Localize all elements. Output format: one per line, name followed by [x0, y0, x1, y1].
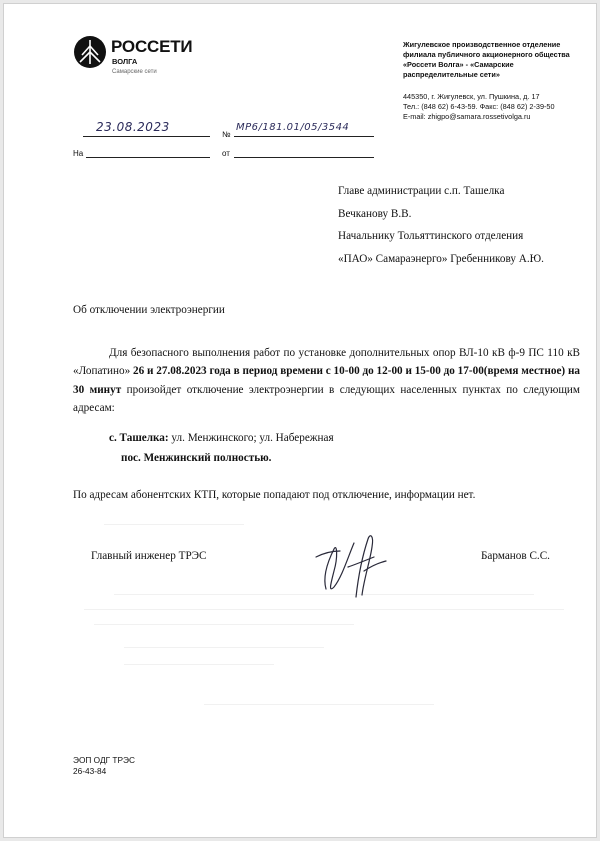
phone-line: Тел.: (848 62) 6-43-59. Факс: (848 62) 2-39-50 — [403, 102, 555, 111]
executor-department: ЭОП ОДГ ТРЭС — [73, 755, 135, 765]
bleed-through — [124, 647, 324, 648]
bleed-through — [124, 664, 274, 665]
bleed-through — [104, 524, 244, 525]
date-underline — [83, 136, 210, 137]
handwritten-number: МР6/181.01/05/3544 — [236, 122, 350, 133]
outage-address-list — [109, 428, 334, 468]
street-list: ул. Менжинского; ул. Набережная — [171, 432, 334, 444]
addressee-line: Начальнику Тольяттинского отделения — [338, 230, 524, 242]
email-line: E-mail: zhigpo@samara.rossetivolga.ru — [403, 112, 531, 121]
handwritten-date: 23.08.2023 — [96, 120, 170, 134]
rosseti-logo-icon — [73, 35, 107, 69]
document-page — [3, 3, 597, 838]
address-item — [109, 448, 334, 468]
body-text-intro: Для безопасного выполнения работ по установке дополнительных опор ВЛ-10 кВ ф-9 ПС 110 кВ «Лопатино» — [73, 347, 580, 378]
bleed-through — [84, 609, 564, 610]
executor-footer — [73, 755, 135, 777]
organization-info — [403, 40, 593, 122]
org-line: филиала публичного акционерного общества — [403, 50, 570, 59]
address-line: 445350, г. Жигулевск, ул. Пушкина, д. 17 — [403, 92, 540, 101]
body-text-schedule: 26 и 27.08.2023 года в период времени с 10-00 до 12-00 и 15-00 до 17-00(время местное) на 30 минут — [73, 365, 580, 396]
signatory-role: Главный инженер ТРЭС — [91, 550, 207, 562]
organization-name — [403, 40, 593, 80]
on-label: На — [73, 149, 84, 158]
org-line: «Россети Волга» - «Самарские — [403, 60, 514, 69]
executor-phone: 26-43-84 — [73, 766, 107, 776]
from-underline — [234, 157, 374, 158]
handwritten-signature — [304, 527, 399, 607]
body-paragraph — [73, 344, 580, 417]
letter-subject: Об отключении электроэнергии — [73, 304, 225, 316]
org-line: Жигулевское производственное отделение — [403, 40, 561, 49]
addressee-line: Вечканову В.В. — [338, 207, 412, 220]
company-logo — [73, 35, 193, 85]
signatory-name: Барманов С.С. — [481, 550, 550, 562]
addressee-block — [338, 180, 588, 270]
address-item — [109, 428, 334, 448]
locality-full: пос. Менжинский полностью. — [121, 452, 272, 464]
org-line: распределительные сети» — [403, 70, 500, 79]
addressee-line: «ПАО» Самараэнерго» Гребенникову А.Ю. — [338, 252, 544, 265]
body-text-tail: произойдет отключение электроэнергии в следующих населенных пунктах по следующим адресам: — [73, 383, 580, 414]
note-paragraph: По адресам абонентских КТП, которые попадают под отключение, информации нет. — [73, 489, 476, 501]
brand-region: ВОЛГА — [112, 57, 138, 66]
brand-tagline: Самарские сети — [112, 69, 157, 75]
organization-contacts — [403, 92, 593, 122]
number-underline — [234, 136, 374, 137]
from-label: от — [222, 149, 230, 158]
on-underline — [86, 157, 210, 158]
locality-name: с. Ташелка: — [109, 432, 169, 444]
brand-name: РОССЕТИ — [111, 37, 193, 56]
addressee-line: Главе администрации с.п. Ташелка — [338, 185, 505, 197]
bleed-through — [94, 624, 354, 625]
bleed-through — [204, 704, 434, 705]
number-label: № — [222, 130, 231, 139]
